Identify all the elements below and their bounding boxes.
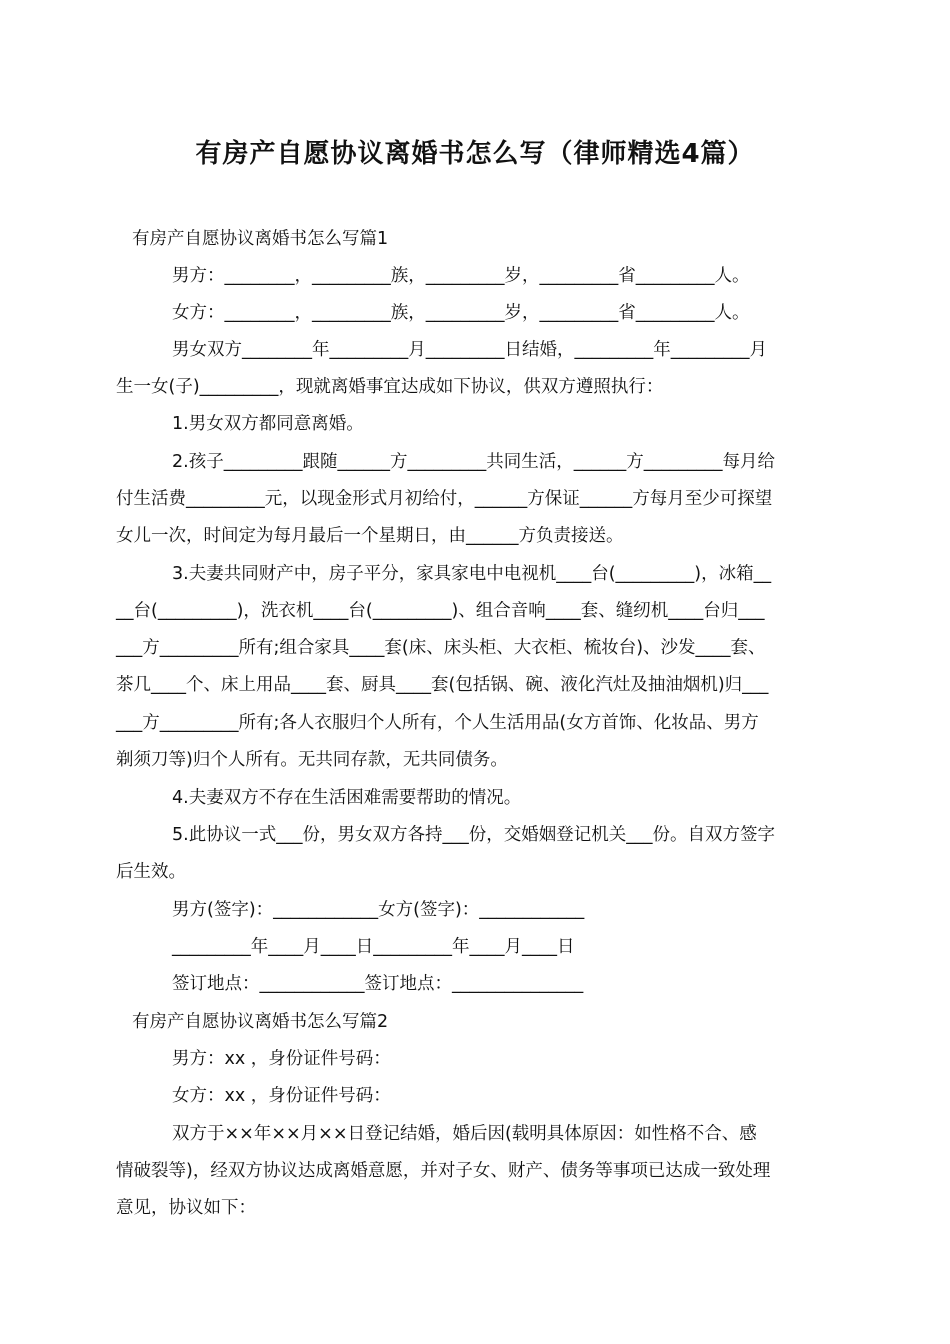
paragraph-line: 女儿一次，时间定为每月最后一个星期日，由______方负责接送。 — [116, 526, 624, 546]
paragraph-line: 5.此协议一式___份，男女双方各持___份，交婚姻登记机关___份。自双方签字 — [172, 825, 775, 845]
paragraph-line: 男方：________，_________族，_________岁，_________省_________人。 — [172, 266, 750, 286]
location-line: 签订地点：____________签订地点：_______________ — [172, 974, 584, 994]
paragraph-line: ___方_________所有;各人衣服归个人所有，个人生活用品(女方首饰、化妆品、男方 — [116, 713, 759, 733]
paragraph-line: 3.夫妻共同财产中，房子平分，家具家电中电视机____台(_________)，冰箱__ — [172, 564, 772, 584]
paragraph-line: 2.孩子_________跟随______方_________共同生活，______方_________每月给 — [172, 452, 775, 472]
paragraph-line: 男女双方________年_________月_________日结婚，_________年_________月 — [172, 340, 767, 360]
paragraph-line: 双方于××年××月××日登记结婚，婚后因(载明具体原因：如性格不合、感 — [172, 1124, 757, 1144]
paragraph-line: 女方：xx ，身份证件号码： — [172, 1086, 391, 1106]
paragraph-line: 付生活费_________元，以现金形式月初给付，______方保证______方每月至少可探望 — [116, 489, 773, 509]
paragraph-line: 1.男女双方都同意离婚。 — [172, 414, 364, 434]
paragraph-line: 意见，协议如下： — [116, 1198, 256, 1218]
paragraph-line: ___方_________所有;组合家具____套(床、床头柜、大衣柜、梳妆台)、沙发____套、 — [116, 638, 766, 658]
section-heading: 有房产自愿协议离婚书怎么写篇1 — [132, 229, 389, 249]
section-heading: 有房产自愿协议离婚书怎么写篇2 — [132, 1012, 389, 1032]
date-line: _________年____月____日_________年____月____日 — [172, 937, 575, 957]
paragraph-line: 生一女(子)_________，现就离婚事宜达成如下协议，供双方遵照执行： — [116, 377, 664, 397]
paragraph-line: 后生效。 — [116, 862, 186, 882]
paragraph-line: 情破裂等)，经双方协议达成离婚意愿，并对子女、财产、债务等事项已达成一致处理 — [116, 1161, 771, 1181]
paragraph-line: 茶几____个、床上用品____套、厨具____套(包括锅、碗、液化汽灶及抽油烟机)归___ — [116, 675, 769, 695]
paragraph-line: __台(_________)，洗衣机____台(_________)、组合音响____套、缝纫机____台归___ — [116, 601, 765, 621]
paragraph-line: 女方：________，_________族，_________岁，_________省_________人。 — [172, 303, 750, 323]
paragraph-line: 剃须刀等)归个人所有。无共同存款，无共同债务。 — [116, 750, 508, 770]
document-title: 有房产自愿协议离婚书怎么写（律师精选4篇） — [195, 139, 755, 169]
paragraph-line: 男方：xx ，身份证件号码： — [172, 1049, 391, 1069]
paragraph-line: 4.夫妻双方不存在生活困难需要帮助的情况。 — [172, 788, 522, 808]
signature-line: 男方(签字)：____________女方(签字)：____________ — [172, 900, 585, 920]
